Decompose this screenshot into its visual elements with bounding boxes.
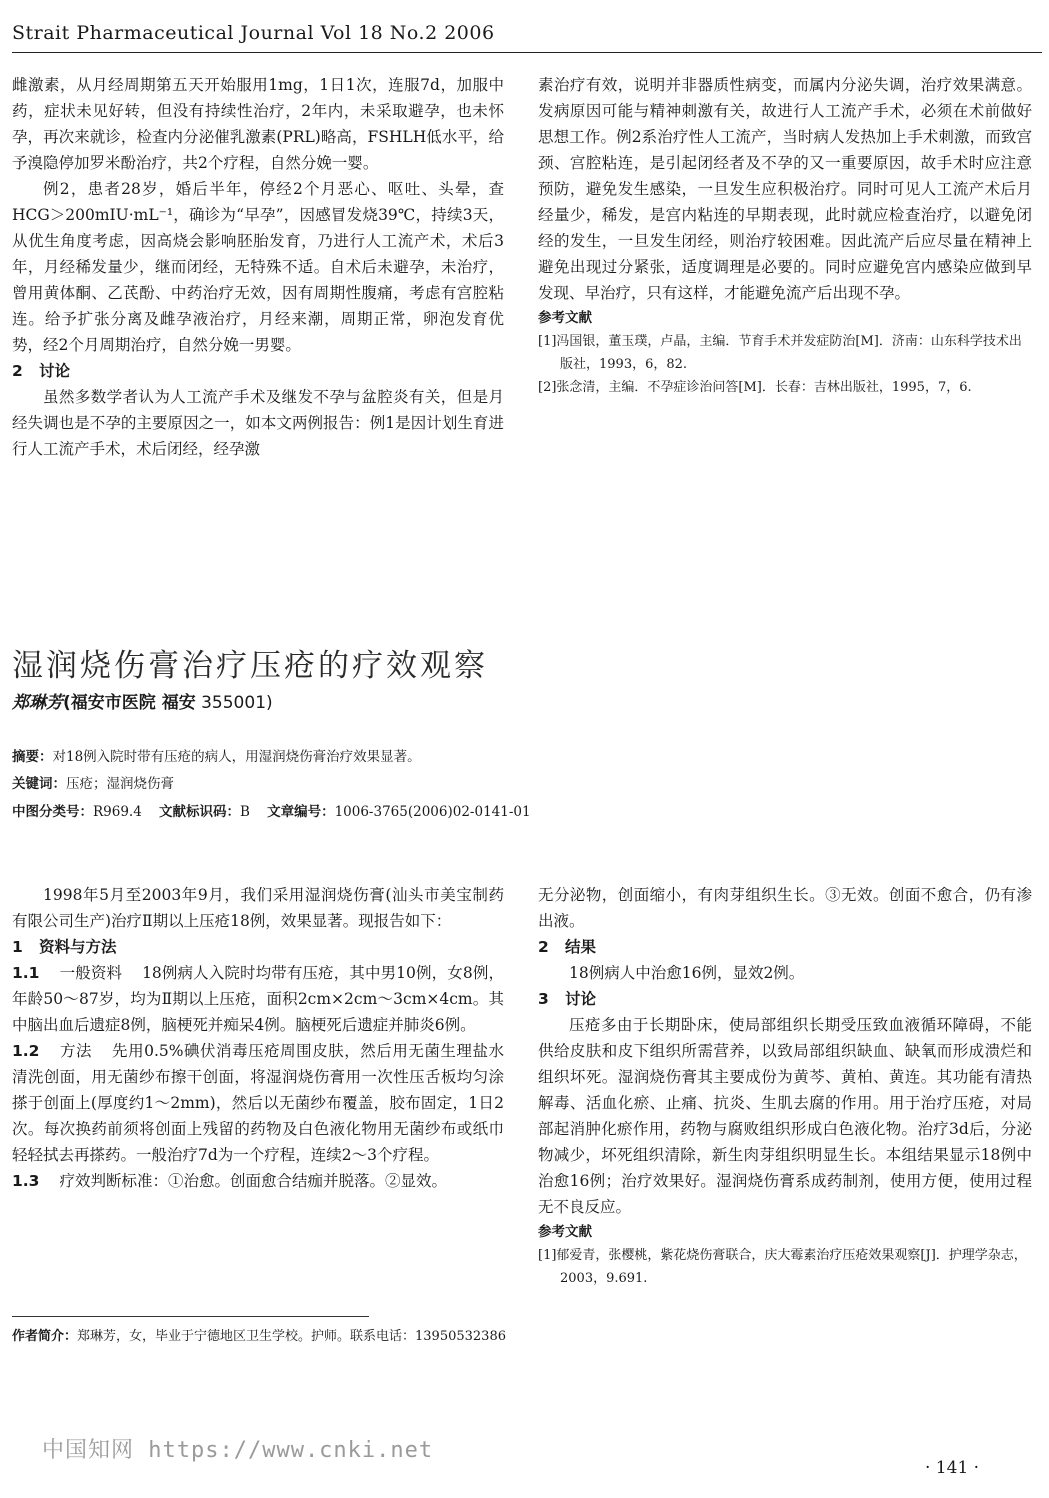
prev-article-col-right — [538, 72, 1032, 399]
article-col-left — [12, 882, 504, 1194]
section-1-2-keyword: 方法 — [59, 1042, 93, 1060]
section-2-heading — [538, 934, 1032, 960]
keywords-text: 压疮；湿润烧伤膏 — [66, 776, 174, 792]
prev-section-number: 2 — [12, 362, 23, 380]
section-2-number: 2 — [538, 938, 549, 956]
doc-code-label: 文献标识码： — [158, 804, 240, 820]
author-postcode: 355001) — [201, 693, 273, 713]
keywords-line — [12, 772, 174, 792]
section-1-2 — [12, 1038, 504, 1168]
section-1-2-text: 先用0.5%碘伏消毒压疮周围皮肤，然后用无菌生理盐水清洗创面，用无菌纱布擦干创面，将湿润烧伤膏用一次性压舌板均匀涂搽于创面上(厚度约1～2mm)，然后以无菌纱布覆盖，胶布固定，1日2次。每次换药前须将创面上残留的药物及白色液化物用无菌纱布或纸巾轻轻拭去再搽药。一般治疗7d为一个疗程，连续2～3个疗程。 — [12, 1042, 504, 1164]
author-name: 郑琳芳 — [12, 693, 63, 713]
keywords-label: 关键词： — [12, 776, 66, 792]
criteria-continuation: 无分泌物，创面缩小，有肉芽组织生长。③无效。创面不愈合，仍有渗出液。 — [538, 886, 1032, 930]
section-1-1 — [12, 960, 504, 1038]
prev-references-heading: 参考文献 — [538, 310, 592, 326]
discussion-paragraph: 压疮多由于长期卧床，使局部组织长期受压致血液循环障碍，不能供给皮肤和皮下组织所需营养，以致局部组织缺血、缺氧而形成溃烂和组织坏死。湿润烧伤膏其主要成份为黄芩、黄柏、黄连。其功能有清热解毒、活血化瘀、止痛、抗炎、生肌去腐的作用。用于治疗压疮，对局部起消肿化瘀作用，药物与腐败组织形成白色液化物。治疗3d后，分泌物减少，坏死组织清除，新生肉芽组织明显生长。本组结果显示18例中治愈16例；治疗效果好。湿润烧伤膏系成药制剂，使用方便，使用过程无不良反应。 — [538, 1016, 1032, 1216]
section-3-heading — [538, 986, 1032, 1012]
prev-article-col-left — [12, 72, 504, 462]
section-1-heading — [12, 934, 504, 960]
author-affiliation: (福安市医院 福安 — [63, 693, 196, 713]
references-heading: 参考文献 — [538, 1224, 592, 1240]
abstract-label: 摘要： — [12, 749, 53, 765]
doc-code-value: B — [239, 804, 250, 820]
section-1-2-number: 1.2 — [12, 1042, 40, 1060]
section-3-number: 3 — [538, 990, 549, 1008]
results-paragraph: 18例病人中治愈16例，显效2例。 — [569, 964, 805, 982]
clc-value: R969.4 — [93, 804, 142, 820]
journal-header-text: Strait Pharmaceutical Journal Vol 18 No.2 2006 — [12, 22, 495, 44]
classification-line — [12, 800, 531, 820]
footnote-rule — [12, 1316, 369, 1317]
intro-paragraph: 1998年5月至2003年9月，我们采用湿润烧伤膏(汕头市美宝制药有限公司生产)治疗Ⅱ期以上压疮18例，效果显著。现报告如下： — [12, 886, 504, 930]
article-number-label: 文章编号： — [267, 804, 335, 820]
cnki-watermark: 中国知网 https://www.cnki.net — [42, 1438, 434, 1463]
article-title: 湿润烧伤膏治疗压疮的疗效观察 — [12, 648, 488, 684]
section-1-3-number: 1.3 — [12, 1172, 40, 1190]
prev-reference-2: [2]张念清，主编．不孕症诊治问答[M]．长春：吉林出版社，1995，7，6. — [538, 380, 972, 395]
prev-paragraph-2: 例2，患者28岁，婚后半年，停经2个月恶心、呕吐、头晕，查HCG＞200mIU·mL⁻¹，确诊为“早孕”，因感冒发烧39℃，持续3天，从优生角度考虑，因高烧会影响胚胎发育，乃进行人工流产术，术后3年，月经稀发量少，继而闭经，无特殊不适。自术后未避孕，未治疗，曾用黄体酮、乙芪酚、中药治疗无效，因有周期性腹痛，考虑有宫腔粘连。给予扩张分离及雌孕液治疗，月经来潮，周期正常，卵泡发育优势，经2个月周期治疗，自然分娩一男婴。 — [12, 180, 504, 354]
article-col-right — [538, 882, 1032, 1290]
reference-1: [1]郁爱青，张樱桃，紫花烧伤膏联合，庆大霉素治疗压疮效果观察[J]．护理学杂志，2003，9.691. — [538, 1248, 1027, 1286]
prev-section-heading — [12, 358, 504, 384]
section-1-1-text: 18例病人入院时均带有压疮，其中男10例，女8例，年龄50～87岁，均为Ⅱ期以上压疮，面积2cm×2cm～3cm×4cm。其中脑出血后遗症8例，脑梗死并痴呆4例。脑梗死后遗症并肺炎6例。 — [12, 964, 504, 1034]
prev-reference-1: [1]冯国银，董玉璞，卢晶，主编．节育手术并发症防治[M]．济南：山东科学技术出版社，1993，6，82. — [538, 334, 1022, 372]
section-1-1-number: 1.1 — [12, 964, 40, 982]
section-1-1-keyword: 一般资料 — [59, 964, 123, 982]
section-3-title: 讨论 — [565, 990, 597, 1008]
abstract-line — [12, 745, 421, 765]
author-footnote — [12, 1326, 522, 1348]
section-1-3 — [12, 1168, 504, 1194]
footnote-label: 作者简介： — [12, 1329, 78, 1344]
article-number-value: 1006-3765(2006)02-0141-01 — [334, 804, 531, 820]
footnote-text: 郑琳芳，女，毕业于宁德地区卫生学校。护师。联系电话：13950532386 — [77, 1329, 506, 1344]
section-1-3-text: 疗效判断标准：①治愈。创面愈合结痂并脱落。②显效。 — [59, 1172, 447, 1190]
journal-header — [12, 22, 1042, 53]
prev-section-title: 讨论 — [39, 362, 71, 380]
abstract-text: 对18例入院时带有压疮的病人，用湿润烧伤膏治疗效果显著。 — [52, 749, 421, 765]
clc-label: 中图分类号： — [12, 804, 93, 820]
prev-paragraph-4: 素治疗有效，说明并非器质性病变，而属内分泌失调，治疗效果满意。发病原因可能与精神刺激有关，故进行人工流产手术，必须在术前做好思想工作。例2系治疗性人工流产，当时病人发热加上手术刺激，而致宫颈、宫腔粘连，是引起闭经者及不孕的又一重要原因，故手术时应注意预防，避免发生感染，一旦发生应积极治疗。同时可见人工流产术后月经量少，稀发，是宫内粘连的早期表现，此时就应检查治疗，以避免闭经的发生，一旦发生闭经，则治疗较困难。因此流产后应尽量在精神上避免出现过分紧张，适度调理是必要的。同时应避免宫内感染应做到早发现、早治疗，只有这样，才能避免流产后出现不孕。 — [538, 76, 1032, 302]
author-line — [12, 688, 273, 713]
section-1-number: 1 — [12, 938, 23, 956]
page-number: · 141 · — [925, 1458, 980, 1478]
section-1-title: 资料与方法 — [39, 938, 117, 956]
section-2-title: 结果 — [565, 938, 597, 956]
prev-paragraph-3: 虽然多数学者认为人工流产手术及继发不孕与盆腔炎有关，但是月经失调也是不孕的主要原因之一，如本文两例报告：例1是因计划生育进行人工流产手术，术后闭经，经孕激 — [12, 388, 504, 458]
prev-paragraph-1: 雌激素，从月经周期第五天开始服用1mg，1日1次，连服7d，加服中药，症状未见好转，但没有持续性治疗，2年内，未采取避孕，也未怀孕，再次来就诊，检查内分泌催乳激素(PRL)略高，FSHLH低水平，给予溴隐停加罗米酚治疗，共2个疗程，自然分娩一婴。 — [12, 76, 504, 172]
